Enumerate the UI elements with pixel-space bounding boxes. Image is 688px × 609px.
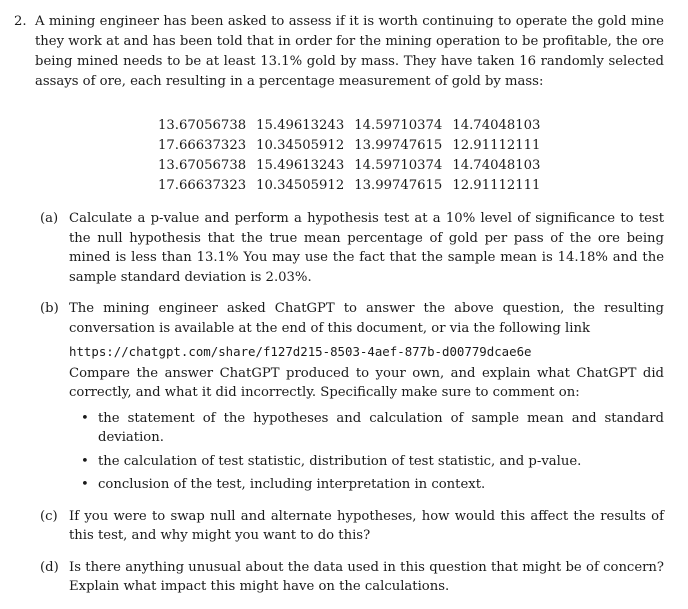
table-cell: 12.91112111 <box>452 138 541 153</box>
list-item <box>69 452 664 472</box>
part-label: (b) <box>40 301 59 316</box>
table-cell: 14.74048103 <box>452 158 541 173</box>
table-cell: 15.49613243 <box>256 158 345 173</box>
table-row <box>158 116 550 136</box>
table-cell: 13.67056738 <box>158 158 247 173</box>
part-label: (c) <box>40 508 58 524</box>
table-row <box>158 136 550 156</box>
table-cell: 13.67056738 <box>158 118 247 133</box>
list-item-text: the statement of the hypotheses and calculation of sample mean and standard deviation. <box>98 410 664 445</box>
list-item <box>69 409 664 448</box>
part-text: Is there anything unusual about the data used in this question that might be of concern? Explain what impact this might have on the calculations. <box>69 559 664 594</box>
part-c <box>40 507 664 546</box>
table-cell: 17.66637323 <box>158 178 247 193</box>
part-text: Calculate a p-value and perform a hypothesis test at a 10% level of significance to test the null hypothesis that the true mean percentage of gold per pass of the ore being mined is less than 13.1% You may use the fact that the sample mean is 14.18% and the sample standard deviation is 2.03%. <box>69 211 664 285</box>
list-item <box>69 475 664 495</box>
bullet-list <box>69 409 664 495</box>
table-cell: 10.34505912 <box>256 178 345 193</box>
table-cell: 17.66637323 <box>158 138 247 153</box>
table-cell: 14.74048103 <box>452 118 541 133</box>
part-d <box>40 558 664 597</box>
table-cell: 12.91112111 <box>452 178 541 193</box>
table-cell: 14.59710374 <box>354 118 443 133</box>
question-2 <box>14 12 664 92</box>
table-row <box>158 176 550 196</box>
assay-data-table <box>158 116 550 196</box>
table-cell: 13.99747615 <box>354 178 443 193</box>
part-label: (d) <box>40 559 59 575</box>
part-label: (a) <box>40 211 59 226</box>
bullet-icon: • <box>81 453 89 469</box>
table-cell: 10.34505912 <box>256 138 345 153</box>
part-a <box>40 209 664 287</box>
table-row <box>158 156 550 176</box>
bullet-icon: • <box>81 410 89 426</box>
part-text: Compare the answer ChatGPT produced to your own, and explain what ChatGPT did correctly, and what it did incorrectly. Specifically make sure to comment on: <box>69 365 664 400</box>
table-cell: 15.49613243 <box>256 118 345 133</box>
list-item-text: the calculation of test statistic, distribution of test statistic, and p-value. <box>98 453 582 469</box>
question-text: A mining engineer has been asked to assess if it is worth continuing to operate the gold mine they work at and has been told that in order for the mining operation to be profitable, the ore being mined needs to be at least 13.1% gold by mass. They have taken 16 randomly selected assays of ore, each resulting in a percentage measurement of gold by mass: <box>35 14 664 89</box>
table-cell: 13.99747615 <box>354 138 443 153</box>
part-text: The mining engineer asked ChatGPT to answer the above question, the resulting conversation is available at the end of this document, or via the following link <box>69 301 664 336</box>
list-item-text: conclusion of the test, including interpretation in context. <box>98 477 486 492</box>
question-parts <box>40 209 664 609</box>
question-number: 2. <box>14 14 27 29</box>
part-text: If you were to swap null and alternate hypotheses, how would this affect the results of this test, and why might you want to do this? <box>69 508 664 543</box>
chatgpt-share-link[interactable]: https://chatgpt.com/share/f127d215-8503-4aef-877b-d00779dcae6e <box>69 344 532 359</box>
table-cell: 14.59710374 <box>354 158 443 173</box>
bullet-icon: • <box>81 477 89 492</box>
part-b <box>40 299 664 495</box>
